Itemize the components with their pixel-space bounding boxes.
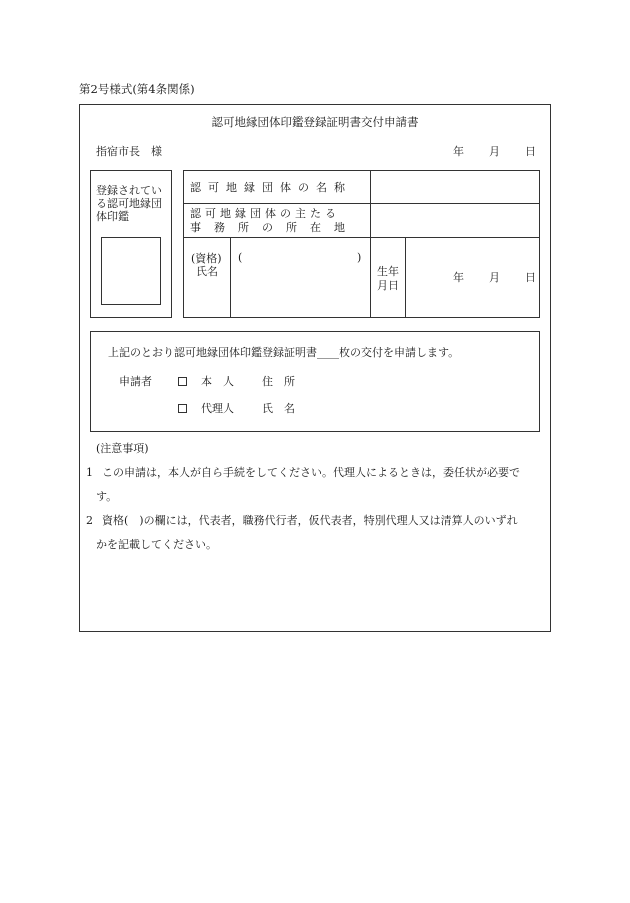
birth-year-label: 年 <box>453 271 464 284</box>
self-checkbox[interactable] <box>178 377 187 386</box>
applicant-label: 申請者 <box>119 375 152 388</box>
birth-label-line1: 生年 <box>377 265 399 278</box>
agent-label: 代理人 <box>201 402 234 415</box>
agent-option[interactable] <box>178 403 234 414</box>
office-address-field[interactable] <box>372 205 538 236</box>
table-row-divider <box>183 237 540 238</box>
seal-impression-area[interactable] <box>101 237 161 305</box>
request-statement: 上記のとおり認可地縁団体印鑑登録証明書____枚の交付を申請します。 <box>108 346 460 359</box>
seal-label-line3: 体印鑑 <box>96 210 129 223</box>
birth-label-line2: 月日 <box>377 279 399 292</box>
qualification-field[interactable] <box>244 248 354 264</box>
table-row-divider <box>183 203 540 204</box>
table-col-divider <box>370 170 371 318</box>
representative-name-field[interactable] <box>232 268 368 316</box>
note-2-line1: 資格( )の欄には，代表者，職務代行者，仮代表者，特別代理人又は清算人のいずれ <box>102 514 518 527</box>
seal-label-line1: 登録されてい <box>96 184 162 197</box>
applicant-address-label: 住 所 <box>262 375 295 388</box>
qualification-label: (資格) <box>191 252 222 265</box>
table-col-divider <box>230 237 231 318</box>
date-month-label: 月 <box>489 145 500 158</box>
group-name-field[interactable] <box>372 172 538 202</box>
date-year-label: 年 <box>453 145 464 158</box>
form-number: 第2号様式(第4条関係) <box>79 82 195 96</box>
qualification-paren-open: ( <box>238 251 243 264</box>
note-2-line2: かを記載してください。 <box>96 538 217 551</box>
table-col-divider <box>405 237 406 318</box>
group-name-label: 認可地縁団体の名称 <box>190 181 352 194</box>
person-name-label: 氏名 <box>196 265 218 278</box>
note-1-line2: す。 <box>96 490 118 503</box>
seal-label-line2: る認可地縁団 <box>96 197 162 210</box>
self-option[interactable] <box>178 376 234 387</box>
note-2-number: 2 <box>86 514 93 527</box>
addressee: 指宿市長 様 <box>96 145 162 158</box>
office-label-line1: 認可地縁団体の主たる <box>190 207 340 220</box>
note-1-number: 1 <box>86 466 93 479</box>
office-label-line2: 事務所の所在地 <box>190 221 358 234</box>
self-label: 本 人 <box>201 375 234 388</box>
date-day-label: 日 <box>525 145 536 158</box>
notes-heading: (注意事項) <box>96 442 149 455</box>
applicant-name-label: 氏 名 <box>262 402 295 415</box>
note-1-line1: この申請は，本人が自ら手続をしてください。代理人によるときは，委任状が必要で <box>102 466 520 479</box>
qualification-paren-close: ) <box>357 251 362 264</box>
birth-day-label: 日 <box>525 271 536 284</box>
agent-checkbox[interactable] <box>178 404 187 413</box>
birth-month-label: 月 <box>489 271 500 284</box>
form-title: 認可地縁団体印鑑登録証明書交付申請書 <box>211 115 419 129</box>
